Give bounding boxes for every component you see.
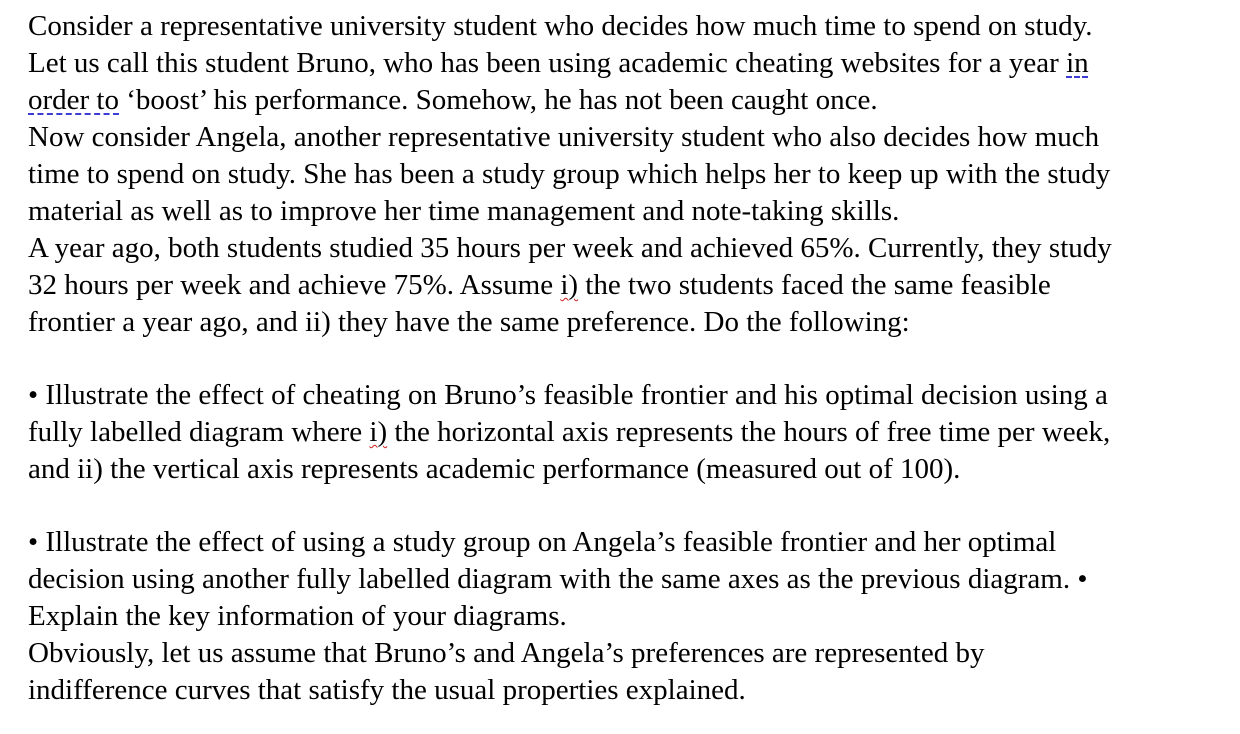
paragraph-angela <box>28 119 1220 230</box>
bullet-angela-diagram <box>28 524 1220 635</box>
text-line: • Illustrate the effect of using a study group on Angela’s feasible frontier and her optimal <box>28 526 1057 558</box>
spelling-flag-i[interactable]: i) <box>369 416 388 448</box>
text-line: material as well as to improve her time management and note-taking skills. <box>28 195 900 227</box>
spelling-flag-i[interactable]: i) <box>560 269 579 301</box>
paragraph-bruno <box>28 8 1220 119</box>
grammar-flag-order-to[interactable]: order to <box>28 84 119 116</box>
blank-line <box>28 488 1220 524</box>
text-line: Consider a representative university student who decides how much time to spend on study. <box>28 10 1093 42</box>
text-line: Obviously, let us assume that Bruno’s and Angela’s preferences are represented by <box>28 637 985 669</box>
paragraph-closing <box>28 635 1220 709</box>
text-line <box>28 267 1220 304</box>
text-line: time to spend on study. She has been a study group which helps her to keep up with the study <box>28 158 1111 190</box>
text-line: indifference curves that satisfy the usual properties explained. <box>28 674 746 706</box>
text-line <box>28 414 1220 451</box>
grammar-flag-in[interactable]: in <box>1066 47 1089 79</box>
text-line: • Illustrate the effect of cheating on Bruno’s feasible frontier and his optimal decision using a <box>28 379 1108 411</box>
blank-line <box>28 341 1220 377</box>
text-line: frontier a year ago, and ii) they have the same preference. Do the following: <box>28 306 910 338</box>
paragraph-assumptions <box>28 230 1220 341</box>
text-segment: fully labelled diagram where <box>28 416 370 448</box>
bullet-bruno-diagram <box>28 377 1220 488</box>
text-line <box>28 45 1220 82</box>
text-segment: Let us call this student Bruno, who has been using academic cheating websites for a year <box>28 47 1067 79</box>
text-line: Explain the key information of your diagrams. <box>28 600 567 632</box>
text-segment: the horizontal axis represents the hours of free time per week, <box>387 416 1111 448</box>
text-line: Now consider Angela, another representative university student who also decides how much <box>28 121 1100 153</box>
text-line: and ii) the vertical axis represents academic performance (measured out of 100). <box>28 453 961 485</box>
text-line: decision using another fully labelled diagram with the same axes as the previous diagram. • <box>28 563 1088 595</box>
text-segment: the two students faced the same feasible <box>578 269 1051 301</box>
text-segment: ‘boost’ his performance. Somehow, he has not been caught once. <box>119 84 878 116</box>
text-line: A year ago, both students studied 35 hours per week and achieved 65%. Currently, they study <box>28 232 1112 264</box>
text-line <box>28 82 1220 119</box>
text-segment: 32 hours per week and achieve 75%. Assume <box>28 269 561 301</box>
